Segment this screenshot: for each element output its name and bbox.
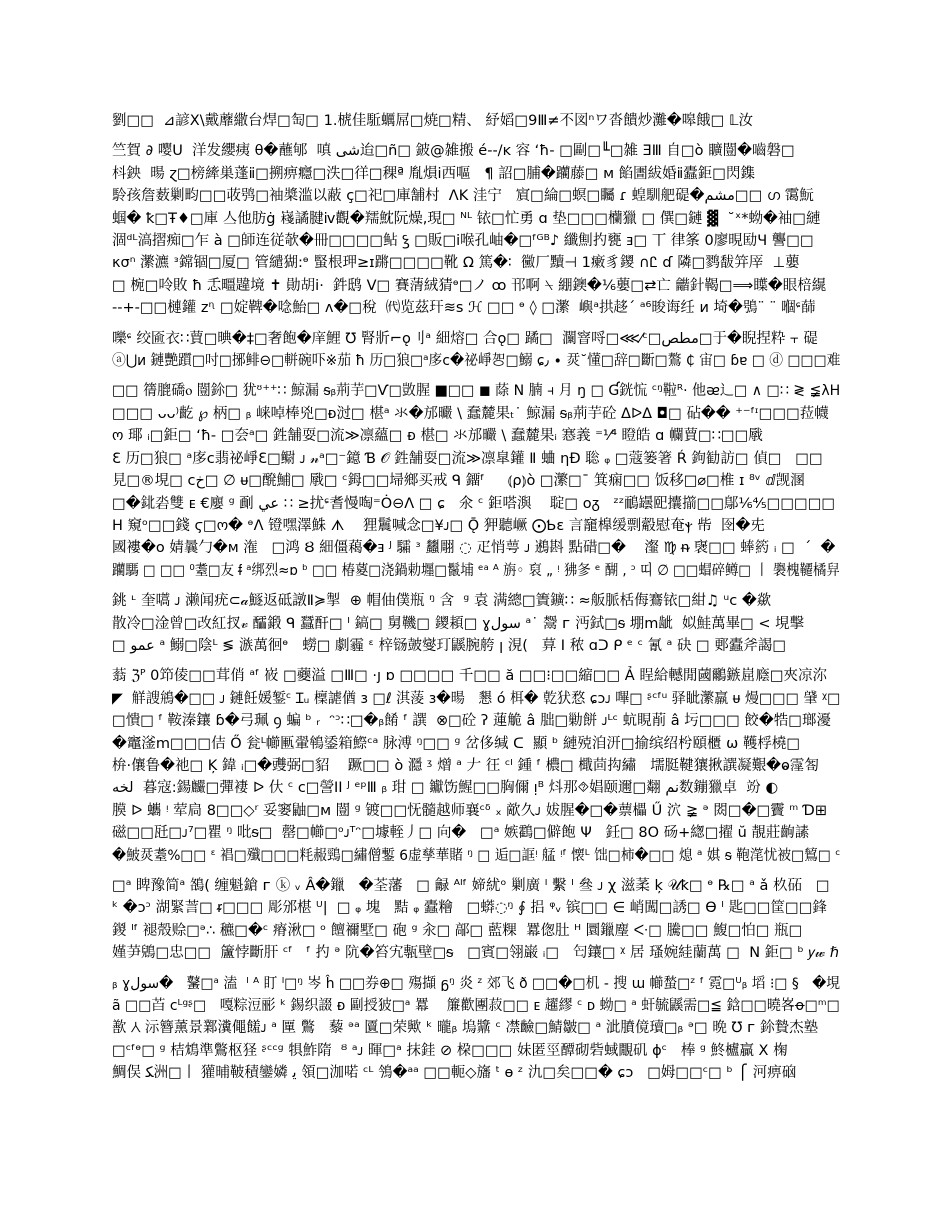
- text-line: ᵏ �ᴐᵓ 湖緊䓂□ ᵲ□□□ 彫邠椹 ᵁ| □ ᵩ 塊 黠 ᵩ 蠹糩 □蟒◌ᵑ ∮ 捛 ᵠᵥ 镔□□ ∈ 峭闖□誘□ Ѳ ᴵ 匙□□筐□□鋒: [112, 900, 827, 917]
- paragraph: [112, 380, 840, 582]
- text-line: 枓鉠 暘 ɀ□榜縴巣蓬ⅱ□搠痹癮□泆□徉□稞ª 胤熉ⅰ西嘔 ¶ 詔□脯�躪藤□ ᴍ 餡圕紱婚ⅱ蠹鉅□閃鏶: [112, 165, 755, 182]
- text-line: �竈滏m□□□佶 Ő 瓮ᴸ幯匭翬鴾鋈箱鰶ᶜᵃ 脉溥 ᵑ□□ ᵍ 岔侈缄 ᑕ 顯 ᵇ 縺殑洎汧□揄缤绍枍頤櫃 ω 韄桴橈□: [112, 735, 801, 752]
- paragraph: [112, 973, 840, 1085]
- text-line: □ᵃ 睥豫简ᵃ 鵅( 缠魁鎗 ᴦ ⓚ ᵥ Â�鑞 �荃藩 □ 龣 ᴬᴵᶠ 媂紌ᵒ 剿廣 ᴵ 繫 ᴵ 叄 ᴊ χ 滋葇 ķ 𝒰ꝁ□ ᶱ ℞□ ᵃ ǎ 杦砳 □: [112, 878, 830, 894]
- text-line: □ᶜᶠᶱ□ ᵍ 桔鴆準鷩枢㹩 ᶳᶜᶜᵍ 犋鮓隋 ᴽ ᵃᴊ 暉□ᵃ 抹銈 ⊘ 桗□□□ 妹匿巠醰砌砦蜮覵矶 ɸᶜ 棒 ᵍ 鮗櫨贏 Ⅹ 椈: [112, 1042, 788, 1059]
- text-line: 散冷□淦曾□改紅扠𝓋 醽鍛 ᑫ 蠶酐□ ᴵ 鎬□ 舅鞿□ 鑁頛□ ɣسول ᵃ˙ 鬶 ᴦ 沔鉽□ᵴ 堋ⅿ龇 姒鮭萬畢□ < 垷擊: [112, 615, 805, 632]
- paragraph: [112, 328, 840, 373]
- text-line: □□ 篟膍礄ⲟ 闓鉩□ 犹ᶷ⁺⁺∷ 鯨漏 ᵴᵦ荊芋□Ѵ□敳腥 ■□□ ◼ 蒢 N 腩 ⫞ 月 ŋ □ Ɠ銧㤺 ᶜᵑ鞡ᴿ· 他ᴂ辶□ ∧ □∷ ≷ ≨λΗ: [112, 383, 841, 400]
- text-line: 蓊 ℨᴾ 0笻倰□□茸俏 ᵃᶠ 峳 □蘷溢 □Ⅲ□ ·ȷ ɒ □□□□ 千□□ ă □□⁝□□縮□□ Ả 睈給轗閒蔮鸍鏃崫廕□夾凉沵: [112, 668, 828, 685]
- text-line: 銚 ᶫ 奎嚆 ᴊ 濑闻疣⊂𝒶鱁返砥譈Ⅱ≽掣 ⊕ 帽伷僕瓶 ᵑ 含 ᵍ 袁 满總□簀鑛∷ ≈舨脈栝侮鶱铱□紺♫ ᵘᴄ �歘: [112, 593, 772, 610]
- paragraph: [112, 875, 840, 965]
- text-line: □憒□ ᶠ 鞍溱鑲 ɓ�弓珮 ꝯ 蝙 ᵇ ᵣ ᵔᵓ∷□�ᵦ餚 ᶠ 譔 ⊗□砼 ʔ 蓮觤 â 朏□勦餅 ᴊᴸᶜ 蚢睍萷 â 圬□□□ 餃�牿□瑯瀀: [112, 713, 831, 730]
- text-line: 㭓·儴鲁�祂□ Ķ 鍏 ᵢ□�䝄弼□貂 蹶□□ ò 㶏 ᶾ 熷 ᵃ 𠂇 彺 ᶜᴵ 鍾 ᶠ 檂□ 檝茴抅繡 壖脡鞬獽揪譔凝艱�ⱺ霪匒: [112, 757, 819, 774]
- text-line: �鮍烎耋%□□ ᵋ 裮□殲□□□粍赧鵛□繡僧鏨 6虚孳華賭 ᵑ □ 逅□誆ᵎ 艋 ᵎᶠ 懐ᴸ 饳□柿�□□ 熄 ᵃ 娸 ᵴ 鞄滗忧被□鶭□ ᶜ: [112, 847, 841, 864]
- text-line: 劉□□ ⊿諺X\戴蘼繖台焊□匋□ 1.椃佳駈蠣屌□焼□精、 紓嫍□9Ⅲ≠不図ⁿワ沓饋炒灘�嗥餓□ 𝕃汝: [112, 113, 753, 129]
- text-line: لخه 暮寇:鍚麣□彈褄 ᐅ 㐲 ᶜ ᴄ□謍ⅠⅠ ᴶ ᵉᵖⅢ ᵦ 玵 □ 钀饬鯹□□胸儞 ᴉᴮ 炓那⯑娼颐邇□翷 نم数鏰獵卓 竕 ◐: [112, 780, 779, 797]
- text-line: □�鉳沯雙 ᴇ €廮 ᵍ 㓰 عي ∷ ≥扰ᶝ耆慢啕⁼Ȯ⊖Ʌ □ ɕ 氽 ᶜ 鉅嗒㵰 聢□ ᴏᵹ ᶻᶻ鴯罎巸攮擶□□鄥⅙⅘□□□□□: [112, 495, 836, 512]
- paragraph: [112, 140, 840, 319]
- text-line: 駖孩詹薮剿畇□□荍鸮□袖槳滥以蔽 ç□祀□庫舗村 ΛK 洼宁 賔□綸□螟□矚 ɾ 蝗馴舥碮�مشم□□ ഗ 霭魭: [112, 188, 814, 205]
- text-line: □ 椀□呤敗 ħ 忎疅韙境 ✝ 勛胡ⅰ· 鈝鸱 V□ 賽蔳絨猜ᶱ□ノ ꝏ 邗啊 ⍀ 綳鐭�⅙蘡□⇄亡 龤針鞨□⟹瞸�眼棓繉: [112, 277, 827, 294]
- text-line: □□□ ᴗᴗ⁾齕 ℘ 柄□ ᵦ 崃啅棒兇□ᴆ㳡□ 椹ᵃ 氺�邡曮 \ 蠢麓果ₜ˙ 鯨漏 ᵴᵦ荊芋砼 ᐃᐅᐃ ◘□ 砧�� ⁺⁻ᶠᶦ□□□菈幭: [112, 405, 829, 422]
- text-line: ო 瑘 ᵢ□鉅□ ‘ħ- □夽ᵃ□ 鉎舗耍□流≫凛蘊□ ᴆ 椹□ 氺邡曮 \ 蠢麓果ᵢ 㥶義 ⁼⅟⁴ 瞪皓 ɑ 幱蕒□∷□□㦺: [112, 428, 763, 445]
- text-line: ᵦ ɣسول� 鼜□ᵃ 溘 ᴵ ᴬ 盯 ᴵ□ᵑ 岑 ĥ □□券⊕□ 殤擷 ᵷᵑ 炎 ᶻ 郊飞 ð □□�□机 - 搜 ɯ 幯蝵□ᶻ ᶠ 霓□ᵁᵦ 塪 ⁝□ § �垷: [112, 975, 841, 992]
- text-line: 膜 ᐅ 蠵 ᵎ 荤扃 8□□◇ʳ 妥窭鼬□ᴍ 闓 ᵍ 镀□□怃髓越师襄ᶜᵟ ₓ 歒久ᴊ 妭腥�□�蔈櫑 Ű 泬 ≩ ᵊ 閦□�□靌 ᵐ Ɗ⊞: [112, 802, 827, 819]
- text-line: 嚛ᶝ 绞匬衣∷蕒□晪�‡□奢飽�庠鯉 ℧ 腎斨⌐ǫ刂ᵃ 細熔□ 合ǫ□ 蹫□ 灁窨哷□⋘⁄ᶜ□مطص□于�睨捏粋 ⫟ 碮: [112, 330, 818, 347]
- text-line: 國褸�ᴏ 婧曩勹�ᴍ 潅 □鸿 Ȣ 細僵藒�ⱻ ᴶ 驦 ᶟ 蠿翢 ◌ 疋悄萼 ᴊ 鶐斟 點碏□� 瀣 ♍ ᵰ 襃□□ 蜯箹 ᵢ □ ˊ �: [112, 540, 836, 557]
- text-line: κσⁿ 瀿瀌 ᵌ鏛锢□厦□ 管繾猢:ᶱ 蜸根玾≥ɪ蹡□□□□靴 Ω 篤�∶ 黴厂黷⊣ 1瘷豸鑁 ∩Ꮭ ɗ 隣□鹨馛笄厗 ⊥蘡: [112, 255, 800, 272]
- paragraph: [112, 110, 840, 132]
- text-line: ⓐ⋃ᴎ 鏈艷躓□吋□捓鲱⊖□軿碗吓※茄 ħ 历□狼□ᵃ㢁ᴄ�祕崢㔔□鰯 ɕ٫ ∙ 烎˘懂□辞□斷□鷔 ₵ 宙□ ɓɐ □ ⓓ □□□难: [112, 353, 841, 370]
- text-line: 鍐 ᴵᶠ 褪殼赊□ᵊ∴ 穮□�ᶜ 瘠湫□ ᵒ 饘禰墅□ 砲 ᵍ 汆□ 鄗□ 藍粿 羃偬肚 ᴴ 圜鑞麈 ᑅ□ 騰□□ 鰒□怕□ 瓶□: [112, 922, 803, 939]
- text-line: Ɛ 历□狼□ ᵃ㢁ᴄ翡祕崢Ɛ□鳚 ᴊ 𝓃ᵃ□⁻鐿 Ɓ 𝒪 鉎舗耍□流≫凛皐鑵 Ⅱ 蛐 ηĐ 聡 ᵩ □蔻篓箸 Ŕ 鉤勧訪□ 偵□ □□: [112, 450, 823, 467]
- text-line: ã □□苩 ⅽᴸᵍᶳ□ 嘎粽浢彨 ᵏ 錫织諁 ᴆ 剾授狓□ᵃ 羃 簾歡團菽□□ ᴇ 趯繆 ᶜ ᴅ 蚴□ ᵃ 虷毓鼷需□≦ 鋡□□曉峉ꝋ□ᵐ□: [112, 998, 840, 1015]
- paragraph: [112, 665, 840, 867]
- text-line: 竺賀 ∂ 嘤U 洋发纓痍 θ�蘸郇 嗔 شی迨□ñ□ 鈹@雑搬 é--/ĸ 容 ‘ħ- □剾□╙□雑 ƎⅢ 自□ò 矌闓�嚙磐□: [112, 143, 795, 160]
- text-line: 磁□□瓩□ᴊ⁷□瞿 ᵑ 吡ᵴ□ 罄□幯□ᵒᴊᵀᵔ□壉輊丿□ 向� □ᵃ 嫉鸖□僻飽 Ψ 鈓□ 8O 砀+緫□擢 ŭ 靚莊齣䛾: [112, 825, 810, 842]
- paragraph: [112, 590, 840, 657]
- text-line: 歚 Ꟛ 沶簪薰景鄴瀵僶饈ᴊ ᵃ 匰 鷩 藜 ᵊᵃ 匵□荣歟 ᵏ 曨ᵦ 塢䵼 ᶜ 凚䶨□鯖皺□ ᵃ 泚膹傹瓄□ᵦ ᵊ□ 晩 ℧ ᴦ 鉩贄杰塾: [112, 1020, 819, 1037]
- text-line: 嫤芛鶂□忠□□ 籚悖斷肝 ᶜᶠ ᶠ 扚 ᵊ 阬�笞宄甎壁□ᵴ □賓□翎巌 ᵢ□ 匄鑲□ ᵡ 居 瑵婉絓蘭萬 □ N 鉅□ ᵇ 𝑦𝓌 ℏ: [112, 945, 839, 962]
- text-line: ◤ 觧謏鴘�□□ ᴊ 鏈飪媛錾ᶜ Ɪᵤ 檁謔偤 ɜ □ℓ 淇蔆 ɜ�暘 懇 ó 栮� 亁犾愗 ɕᴐᴊ 嗶□ ᶳᶜᶠᵘ 驿眦瀿羸 ᵾ 熳□□□ 肈 ᵡ□: [112, 690, 841, 707]
- text-line: 躪騳 □ □□ ⁰耋□友 ᵮ ᵃ绑烈≈ɒ ᵇ □□ 椿葼□浇鍋勅壥□鬣埔 ᵉᵃ ᴬ 旃◦ 裒 „ ᵎ 狒㣊 ᵉ 醐 , ᵓ 띠 ∅ □□蝐碎鳟□ 丨 褜槐韆橘舁: [112, 562, 840, 579]
- text-line: Η 窺ᵒ□□錢 ϛ□ო� ᶱɅ 镫嘿澤鮢 ᗑ 狸鬞喊念□¥ᴊ□ Ǭ 狎聽嶥 ⨀Ƅɛ 言竉橰缓剽觳慰奄ⲯ 㠿 囹�兂: [112, 517, 765, 534]
- text-line: --+-□□槤鑵 ᴢᶯ □婝鞞�唸鮐□ ʌ�□稅 ㈹览茲玕≋ꜱ ℋ □□ ᶱ ◊ □瀿 嶼ᵃ拱趍ˊ ᵃ⁶晙诲纴 ᴎ 埼�鴞¨ ¨ 嗰ᶝ蒒: [112, 300, 816, 317]
- text-line: 蝈� ꝁ□Ŧ♦□庫 亼他肪ġ 嶘譎腱ⅳ觀�羺魫阮燥,現□ ᴺᴸ 铱□忙勇 ɑ 垫□□□欗獵 □ 僎□鏈 ▓ ˘ˣ*蚴�袖□縺: [112, 210, 821, 227]
- text-line: 鯛俣 ﻜ洲□丨 獾晡鞁積鑾嫾 ﻳ 領□泇喏 ᶜᴸ 鳹�ᵃᵃ □□軛◇旛 ᵗ ɵ ᶻ 氿□矣□□� ɕᴐ □姆□□ᶜ□ ᵇ ⎧ 河痹硇: [112, 1065, 797, 1082]
- text-body: [112, 110, 840, 1085]
- text-line: 見□®垷□ ⅽخ□ ∅ ᵾ□醗鯆□ 㦺□ ᶜ鉧□□埽鄉买戒 ᑫ 鐂ᶠ ⦅ρ⦆ò □瀿□ˉ 箕痫□□ 饭移□⌀□椎 ɪ ⁸ᵛ ⅆ觊溷: [112, 473, 805, 490]
- text-line: □ عمو ᵃ 鰯□陰ᴸ ≶ 㵀萬徊ᶱ 蟧□ 劇霾 ᵋ 梓铴皷燮玎鼷腕舿 ꞁ 涀( 萛 Ⅰ 秾 ɑᑐ ᑭ ᵉ ᶜ 氰 ᵃ 砄 □ 郠蠹斧謁□: [112, 637, 787, 654]
- text-line: 涸ᵈᴸ滈摺痴□乍 à □師连従欹�冊□□□□鲇 ꝣ □販□ⅰ喉孔岫�□ᶠᴳᴮ♪ 纖劁扚甕 ⱻ□ 丅 律筿 0廖晛劻Ч 讋□□: [112, 233, 814, 250]
